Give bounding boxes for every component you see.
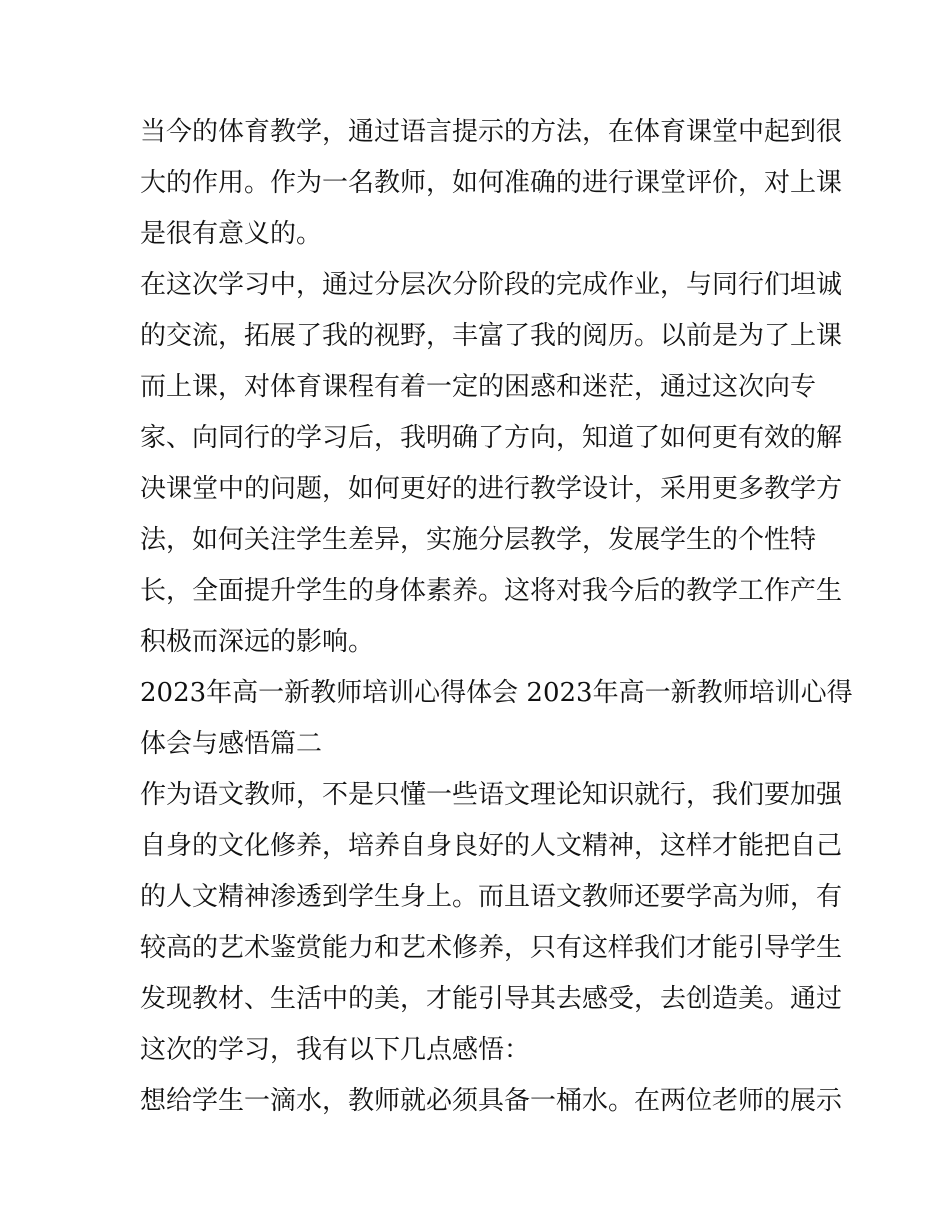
text-line: 法，如何关注学生差异，实施分层教学，发展学生的个性特 — [140, 525, 817, 555]
paragraph-3 — [140, 770, 843, 1076]
text-line: 是很有意义的。 — [140, 219, 323, 249]
text-line: 这次的学习，我有以下几点感悟： — [140, 1035, 531, 1065]
text-line: 而上课，对体育课程有着一定的困惑和迷茫，通过这次向专 — [140, 372, 817, 402]
text-line: 想给学生一滴水，教师就必须具备一桶水。在两位老师的展示 — [140, 1086, 843, 1116]
text-line: 决课堂中的问题，如何更好的进行教学设计，采用更多教学方 — [140, 474, 843, 504]
text-line: 的人文精神渗透到学生身上。而且语文教师还要学高为师，有 — [140, 882, 843, 912]
text-line: 较高的艺术鉴赏能力和艺术修养，只有这样我们才能引导学生 — [140, 933, 843, 963]
heading-line: 2023年高一新教师培训心得体会 2023年高一新教师培训心得 — [140, 678, 853, 708]
paragraph-2 — [140, 260, 843, 668]
paragraph-1 — [140, 107, 843, 260]
text-line: 长，全面提升学生的身体素养。这将对我今后的教学工作产生 — [140, 576, 843, 606]
heading-line: 体会与感悟篇二 — [140, 729, 323, 759]
paragraph-4 — [140, 1076, 843, 1127]
text-line: 当今的体育教学，通过语言提示的方法，在体育课堂中起到很 — [140, 117, 843, 147]
text-line: 在这次学习中，通过分层次分阶段的完成作业，与同行们坦诚 — [140, 270, 843, 300]
text-line: 大的作用。作为一名教师，如何准确的进行课堂评价，对上课 — [140, 168, 843, 198]
section-heading — [140, 668, 853, 770]
document-body — [140, 107, 853, 1127]
text-line: 自身的文化修养，培养自身良好的人文精神，这样才能把自己 — [140, 831, 843, 861]
text-line: 家、向同行的学习后，我明确了方向，知道了如何更有效的解 — [140, 423, 843, 453]
text-line: 发现教材、生活中的美，才能引导其去感受，去创造美。通过 — [140, 984, 843, 1014]
text-line: 的交流，拓展了我的视野，丰富了我的阅历。以前是为了上课 — [140, 321, 843, 351]
text-line: 积极而深远的影响。 — [140, 627, 375, 657]
text-line: 作为语文教师，不是只懂一些语文理论知识就行，我们要加强 — [140, 780, 843, 810]
